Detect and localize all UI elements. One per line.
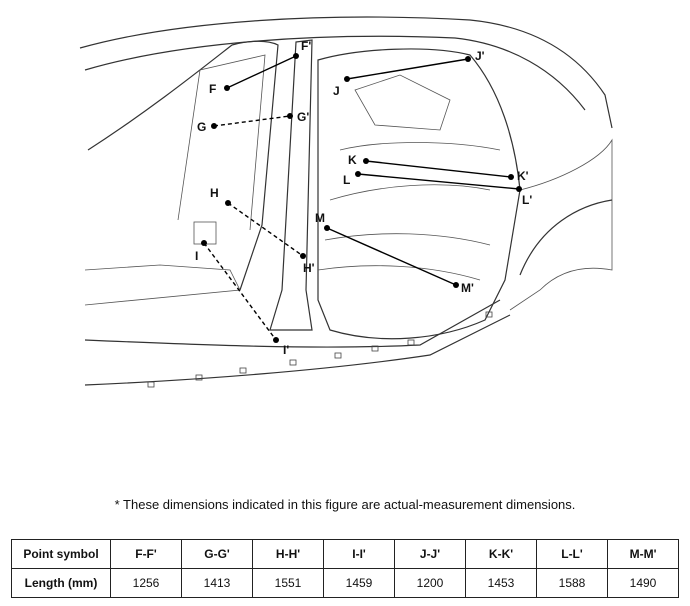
measurement-note: * These dimensions indicated in this figure are actual-measurement dimensions. <box>114 497 576 512</box>
label-mp: M' <box>461 281 474 295</box>
symbol-cell: K-K' <box>466 540 537 569</box>
length-cell: 1588 <box>537 569 608 598</box>
b-pillar <box>270 40 312 330</box>
label-g: G <box>197 120 207 134</box>
length-cell: 1453 <box>466 569 537 598</box>
label-k: K <box>348 153 357 167</box>
label-gp: G' <box>297 110 310 124</box>
line-j-jp <box>347 59 468 79</box>
rear-quarter-window <box>355 75 450 130</box>
symbol-cell: M-M' <box>608 540 679 569</box>
a-pillar-inner <box>178 55 265 230</box>
dot-g <box>211 123 217 129</box>
label-ip: I' <box>283 343 290 357</box>
rear-wheel-arch <box>520 200 612 275</box>
length-cell: 1200 <box>395 569 466 598</box>
floor-line-3 <box>318 266 480 280</box>
symbol-cell: J-J' <box>395 540 466 569</box>
rear-door-opening <box>318 49 520 339</box>
label-lp: L' <box>522 193 533 207</box>
symbol-cell: I-I' <box>324 540 395 569</box>
line-i-ip <box>204 243 276 340</box>
measurement-table <box>11 539 679 598</box>
roof-inner-outline <box>85 36 585 110</box>
dot-hp <box>300 253 306 259</box>
label-f: F <box>209 82 217 96</box>
dot-h <box>225 200 231 206</box>
dot-j <box>344 76 350 82</box>
line-g-gp <box>214 116 290 126</box>
label-i: I <box>195 249 199 263</box>
dot-k <box>363 158 369 164</box>
length-cell: 1256 <box>111 569 182 598</box>
line-k-kp <box>366 161 511 177</box>
line-l-lp <box>358 174 519 189</box>
tunnel-line <box>340 143 500 151</box>
dot-mp <box>453 282 459 288</box>
measurement-dots <box>201 53 522 343</box>
label-h: H <box>210 186 219 200</box>
dot-gp <box>287 113 293 119</box>
label-l: L <box>343 173 351 187</box>
symbol-cell: H-H' <box>253 540 324 569</box>
length-cell: 1490 <box>608 569 679 598</box>
table-row-symbols <box>12 540 679 569</box>
length-cell: 1413 <box>182 569 253 598</box>
front-floor <box>85 265 240 305</box>
dot-fp <box>293 53 299 59</box>
line-f-fp <box>227 56 296 88</box>
dot-l <box>355 171 361 177</box>
symbol-cell: L-L' <box>537 540 608 569</box>
table-row-lengths <box>12 569 679 598</box>
side-sill <box>85 300 500 347</box>
label-fp: F' <box>301 39 312 53</box>
symbol-cell: F-F' <box>111 540 182 569</box>
label-jp: J' <box>475 49 485 63</box>
roof-outline <box>80 17 612 128</box>
label-hp: H' <box>303 261 315 275</box>
header-point-symbol: Point symbol <box>12 540 111 569</box>
dot-kp <box>508 174 514 180</box>
dot-ip <box>273 337 279 343</box>
a-pillar <box>88 41 278 290</box>
dot-m <box>324 225 330 231</box>
rear-quarter <box>510 140 612 310</box>
dot-lp <box>516 186 522 192</box>
measurement-lines <box>204 56 519 340</box>
label-kp: K' <box>517 169 529 183</box>
side-sill-lower <box>85 315 510 385</box>
dot-f <box>224 85 230 91</box>
label-m: M <box>315 211 325 225</box>
length-cell: 1551 <box>253 569 324 598</box>
dot-i <box>201 240 207 246</box>
label-j: J <box>333 84 340 98</box>
line-m-mp <box>327 228 456 285</box>
header-length: Length (mm) <box>12 569 111 598</box>
dot-jp <box>465 56 471 62</box>
line-h-hp <box>228 203 303 256</box>
floor-line-1 <box>330 185 490 200</box>
symbol-cell: G-G' <box>182 540 253 569</box>
floor-line-2 <box>325 234 490 245</box>
length-cell: 1459 <box>324 569 395 598</box>
